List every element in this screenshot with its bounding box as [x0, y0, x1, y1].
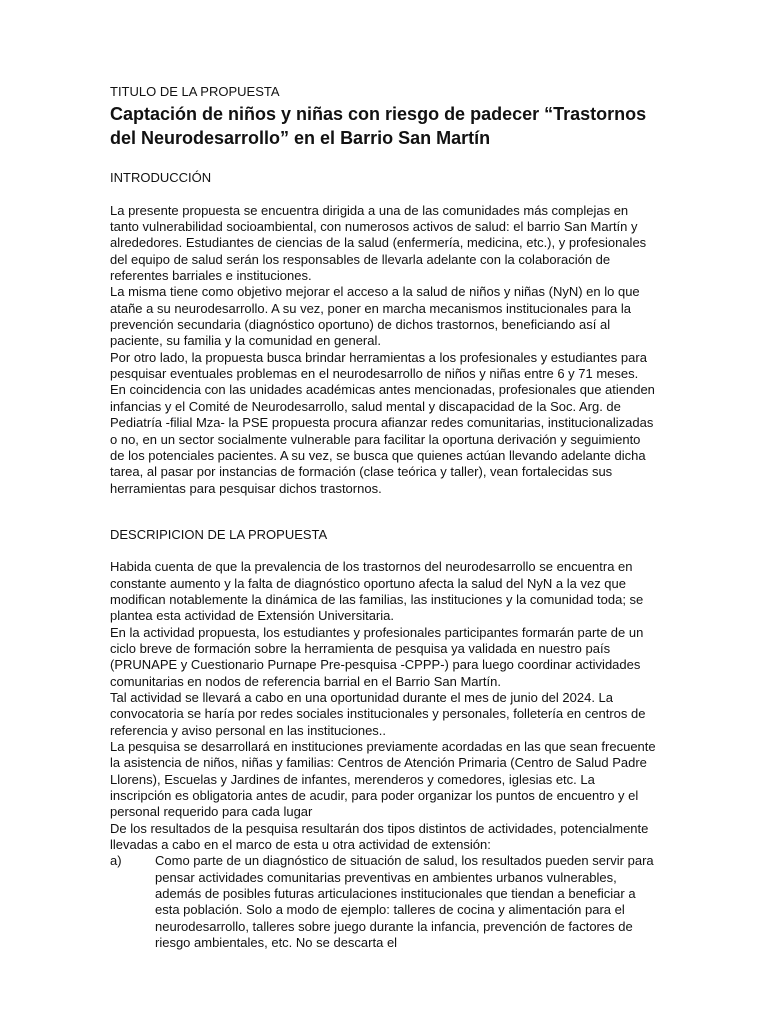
intro-paragraph: En coincidencia con las unidades académicas antes mencionadas, profesionales que atienden infancias y el Comité de Neurodesarrollo, salud mental y discapacidad de la Soc. Arg. de Pediatría -filial Mza- la PSE propuesta procura afianzar redes comunitarias, institucionalizadas o no, en un sector socialmente vulnerable para facilitar la oportuna derivación y seguimiento de los potenciales pacientes. A su vez, se busca que quienes actúan llevando adelante dicha tarea, al pasar por instancias de formación (clase teórica y taller), vean fortalecidas sus herramientas para pesquisar dichos trastornos. [110, 382, 655, 496]
description-paragraph: Tal actividad se llevará a cabo en una oportunidad durante el mes de junio del 2024. La convocatoria se haría por redes sociales institucionales y personales, folletería en centros de referencia y aviso personal en las instituciones.. [110, 689, 646, 738]
document-page [110, 84, 658, 951]
description-paragraph: Habida cuenta de que la prevalencia de los trastornos del neurodesarrollo se encuentra en constante aumento y la falta de diagnóstico oportuno afecta la salud del NyN a la vez que modifican notablemente la dinámica de las familias, las instituciones y la comunidad toda; se plantea esta actividad de Extensión Universitaria. [110, 559, 644, 624]
description-heading: DESCRIPICION DE LA PROPUESTA [110, 526, 328, 542]
description-section [110, 559, 658, 951]
description-paragraph: En la actividad propuesta, los estudiantes y profesionales participantes formarán parte de un ciclo breve de formación sobre la herramienta de pesquisa ya validada en nuestro país (PRUNAPE y Cuestionario Purnape Pre-pesquisa -CPPP-) para luego coordinar actividades comunitarias en nodos de referencia barrial en el Barrio San Martín. [110, 624, 644, 689]
list-item-text: Como parte de un diagnóstico de situación de salud, los resultados pueden servir para pensar actividades comunitarias preventivas en ambientes urbanos vulnerables, además de posibles futuras articulaciones institucionales que tiendan a beneficiar a esta población. Solo a modo de ejemplo: talleres de cocina y alimentación para el neurodesarrollo, talleres sobre juego durante la infancia, prevención de factores de riesgo ambientales, etc. No se descarta el [155, 853, 654, 951]
description-paragraph: De los resultados de la pesquisa resultarán dos tipos distintos de actividades, potencialmente llevadas a cabo en el marco de esta u otra actividad de extensión: [110, 820, 649, 853]
title-label: TITULO DE LA PROPUESTA [110, 84, 280, 99]
intro-paragraph: La misma tiene como objetivo mejorar el acceso a la salud de niños y niñas (NyN) en lo que atañe a su neurodesarrollo. A su vez, poner en marcha mecanismos institucionales para la prevención secundaria (diagnóstico oportuno) de dichos trastornos, beneficiando así al paciente, su familia y la comunidad en general. [110, 284, 640, 349]
document-title: Captación de niños y niñas con riesgo de padecer “Trastornos del Neurodesarrollo” en el Barrio San Martín [110, 104, 647, 149]
intro-section [110, 203, 658, 497]
intro-paragraph: Por otro lado, la propuesta busca brindar herramientas a los profesionales y estudiantes para pesquisar eventuales problemas en el neurodesarrollo de niños y niñas entre 6 y 71 meses. [110, 349, 647, 382]
intro-paragraph: La presente propuesta se encuentra dirigida a una de las comunidades más complejas en tanto vulnerabilidad socioambiental, con numerosos activos de salud: el barrio San Martín y alrededores. Estudiantes de ciencias de la salud (enfermería, medicina, etc.), y profesionales del equipo de salud serán los responsables de llevarla adelante con la colaboración de referentes barriales e instituciones. [110, 202, 647, 284]
intro-heading: INTRODUCCIÓN [110, 170, 212, 186]
description-paragraph: La pesquisa se desarrollará en instituciones previamente acordadas en las que sean frecuente la asistencia de niños, niñas y familias: Centros de Atención Primaria (Centro de Salud Padre Llorens), Escuelas y Jardines de infantes, merenderos y comedores, iglesias etc. La inscripción es obligatoria antes de acudir, para poder organizar los puntos de encuentro y el personal requerido para cada lugar [110, 739, 656, 820]
list-item [110, 853, 658, 951]
list-item-marker: a) [110, 853, 122, 869]
